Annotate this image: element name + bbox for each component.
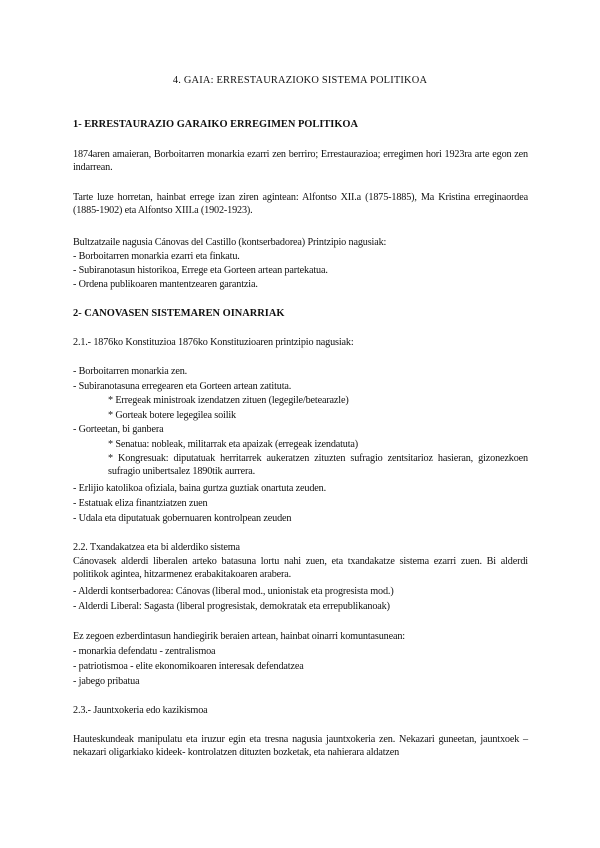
common-item: - patriotismoa - elite ekonomikoaren interesak defendatzea <box>73 661 304 672</box>
subsection-2-3-paragraph: Hauteskundeak manipulatu eta iruzur egin eta tresna nagusia jauntxokeria zen. Nekazari guneetan, jauntxoek –nekazari oligarkiako kideek- kontrolatzen dituzten bozketak, eta nahierara aldatzen <box>73 734 528 758</box>
list-item: - Estatuak eliza finantziatzen zuen <box>73 498 208 509</box>
section-2-heading: 2- CANOVASEN SISTEMAREN OINARRIAK <box>73 308 285 319</box>
list-item: - Subiranotasuna erregearen eta Gorteen artean zatituta. <box>73 381 292 392</box>
section-1-paragraph-2: Tarte luze horretan, hainbat errege izan ziren agintean: Alfontso XII.a (1875-1885), Ma Kristina erreginaordea (1885-1902) eta Alfontso XIII.a (1902-1923). <box>73 192 528 216</box>
section-1-bullet-3: - Ordena publikoaren mantentzearen garantzia. <box>73 279 258 290</box>
subsection-2-1-heading: 2.1.- 1876ko Konstituzioa 1876ko Konstituzioaren printzipio nagusiak: <box>73 337 354 348</box>
section-1-bullet-1: - Borboitarren monarkia ezarri eta finkatu. <box>73 251 240 262</box>
subsection-2-2-heading: 2.2. Txandakatzea eta bi alderdiko sistema <box>73 542 240 553</box>
list-item: - Udala eta diputatuak gobernuaren kontrolpean zeuden <box>73 513 292 524</box>
list-item: - Gorteetan, bi ganbera <box>73 424 164 435</box>
list-subitem: * Senatua: nobleak, militarrak eta apaizak (erregeak izendatuta) <box>108 439 359 450</box>
list-subitem: * Kongresuak: diputatuak herritarrek aukeratzen zituzten sufragio zentsitarioz hasieran, gizonezkoen sufragio unibertsalez 1890tik aurrera. <box>108 453 528 477</box>
section-1-bullet-2: - Subiranotasun historikoa, Errege eta Gorteen artean partekatua. <box>73 265 328 276</box>
common-ground-paragraph: Ez zegoen ezberdintasun handiegirik beraien artean, hainbat oinarri komuntasunean: <box>73 631 405 642</box>
list-item: - Erlijio katolikoa ofiziala, baina gurtza guztiak onartuta zeuden. <box>73 483 327 494</box>
common-item: - monarkia defendatu - zentralismoa <box>73 646 216 657</box>
section-1-paragraph-3: Bultzatzaile nagusia Cánovas del Castillo (kontserbadorea) Printzipio nagusiak: <box>73 237 387 248</box>
subsection-2-2-paragraph: Cánovasek alderdi liberalen arteko batasuna lortu nahi zuen, eta txandakatze sistema ezarri zuen. Bi alderdi politikok agintea, hitzarmenez erabakitakoaren arabera. <box>73 556 528 580</box>
common-item: - jabego pribatua <box>73 676 140 687</box>
subsection-2-3-heading: 2.3.- Jauntxokeria edo kazikismoa <box>73 705 208 716</box>
list-subitem: * Erregeak ministroak izendatzen zituen (legegile/betearazle) <box>108 395 349 406</box>
party-item: - Alderdi kontserbadorea: Cánovas (liberal mod., unionistak eta progresista mod.) <box>73 586 394 597</box>
party-item: - Alderdi Liberal: Sagasta (liberal progresistak, demokratak eta errepublikanoak) <box>73 601 390 612</box>
list-subitem: * Gorteak botere legegilea soilik <box>108 410 237 421</box>
document-title: 4. GAIA: ERRESTAURAZIOKO SISTEMA POLITIKOA <box>172 75 428 86</box>
section-1-heading: 1- ERRESTAURAZIO GARAIKO ERREGIMEN POLITIKOA <box>73 119 359 130</box>
list-item: - Borboitarren monarkia zen. <box>73 366 188 377</box>
section-1-paragraph-1: 1874aren amaieran, Borboitarren monarkia ezarri zen berriro; Errestaurazioa; erregimen hori 1923ra arte egon zen indarrean. <box>73 149 528 173</box>
